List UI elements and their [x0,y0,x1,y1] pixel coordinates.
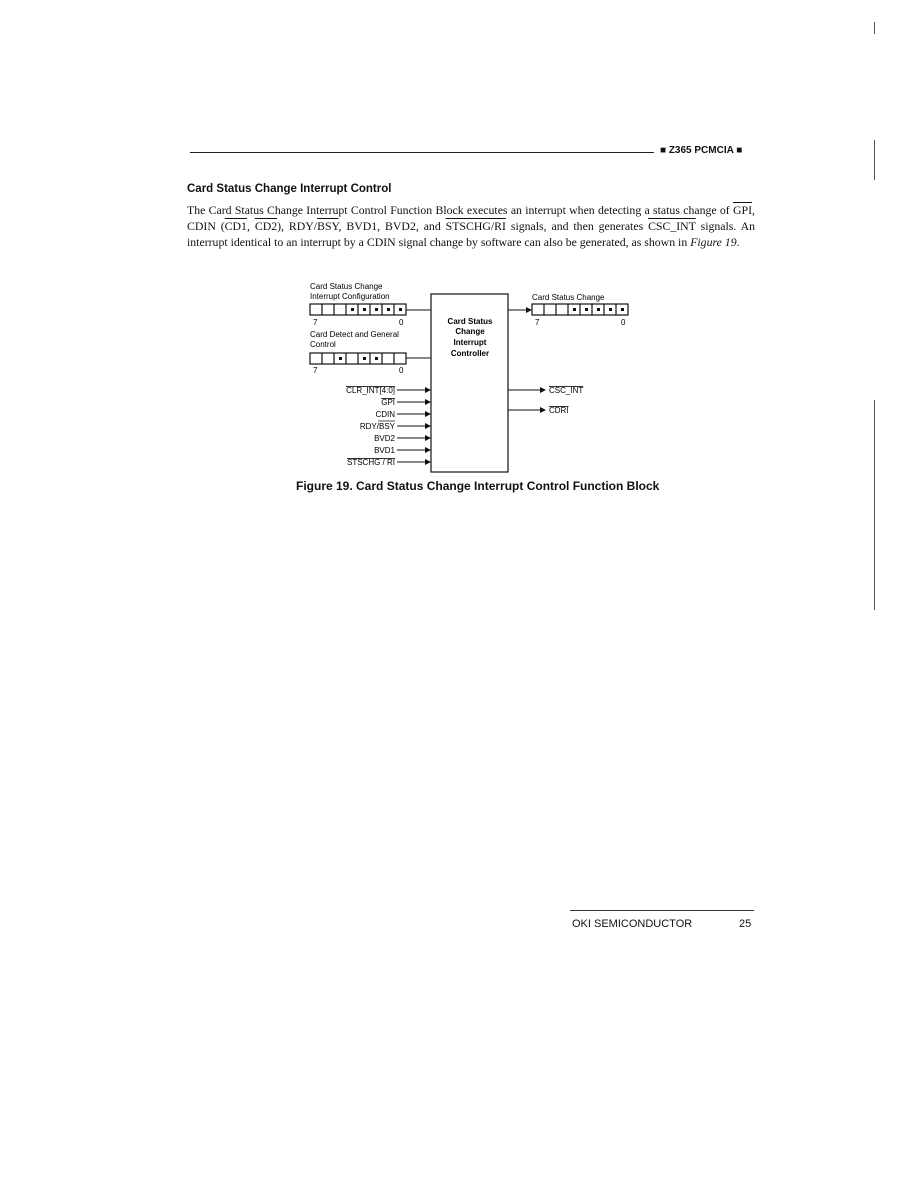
input-gpi-label: GPI [381,398,395,407]
signal-stschg: STSCHG/RI [445,219,506,233]
register-card-status-change [532,304,628,315]
reg2-bit-high: 7 [313,366,318,375]
signal-bsy: $\overline{BSY}$ [317,219,339,233]
reg3-label: Card Status Change [532,293,605,302]
page-number: 25 [739,918,752,930]
controller-label-line2: Change [455,327,485,336]
footer-company: OKI SEMICONDUCTOR [572,918,693,930]
reg2-bit-low: 0 [399,366,404,375]
reg1-label-line1: Card Status Change [310,282,383,291]
signal-csc-int: CSC_INT [648,219,696,233]
scan-margin-mark [874,22,875,34]
input-cdin-label: CDIN [375,410,395,419]
input-bvd1-label: BVD1 [374,446,395,455]
input-clr-int-label: CLR_INT[4:0] [346,386,395,395]
output-csc-int-label: CSC_INT [549,386,584,395]
signal-cd2: CD2 [254,219,278,233]
footer-rule [570,910,754,911]
scan-margin-mark [874,400,875,610]
controller-label-line3: Interrupt [453,338,487,347]
header-title: ■ Z365 PCMCIA ■ [660,145,743,156]
input-arrows [397,390,430,462]
body-paragraph: The Card Status Change Interrupt Control Function Block executes an interrupt when detecting a status change of $\overline{GPI}$, CDIN (CD1, CD2), RDY/$\overline{BSY}$, BVD1, BVD2, and STSCHG/RI signals, and then generates CSC_INT signals. An interrupt identical to an interrupt by a CDIN signal change by software can also be generated, as shown in Figure 19. [187,203,755,249]
output-arrows [508,390,545,410]
input-bvd2-label: BVD2 [374,434,395,443]
signal-gpi: $\overline{GPI}$ [733,203,753,217]
controller-label-line4: Controller [450,349,490,358]
reg2-label-line2: Control [310,340,336,349]
register-interrupt-config [310,304,406,315]
reg3-bit-low: 0 [621,318,626,327]
figure-reference: Figure 19 [690,235,737,249]
signal-cd1: CD1 [224,219,247,233]
reg2-label-line1: Card Detect and General [310,330,399,339]
controller-label-line1: Card Status [447,317,493,326]
reg1-bit-high: 7 [313,318,318,327]
register-card-detect-control [310,353,406,364]
reg3-bit-high: 7 [535,318,540,327]
figure-caption: Figure 19. Card Status Change Interrupt Control Function Block [296,479,660,493]
reg1-label-line2: Interrupt Configuration [310,292,390,301]
reg1-bit-low: 0 [399,318,404,327]
scan-margin-mark [874,140,875,180]
output-cdri-label: CDRI [549,406,569,415]
section-heading: Card Status Change Interrupt Control [187,183,392,195]
input-stschg-ri-label: STSCHG / RI [346,458,395,467]
input-rdy-bsy-label: RDY/BSY [359,422,395,431]
